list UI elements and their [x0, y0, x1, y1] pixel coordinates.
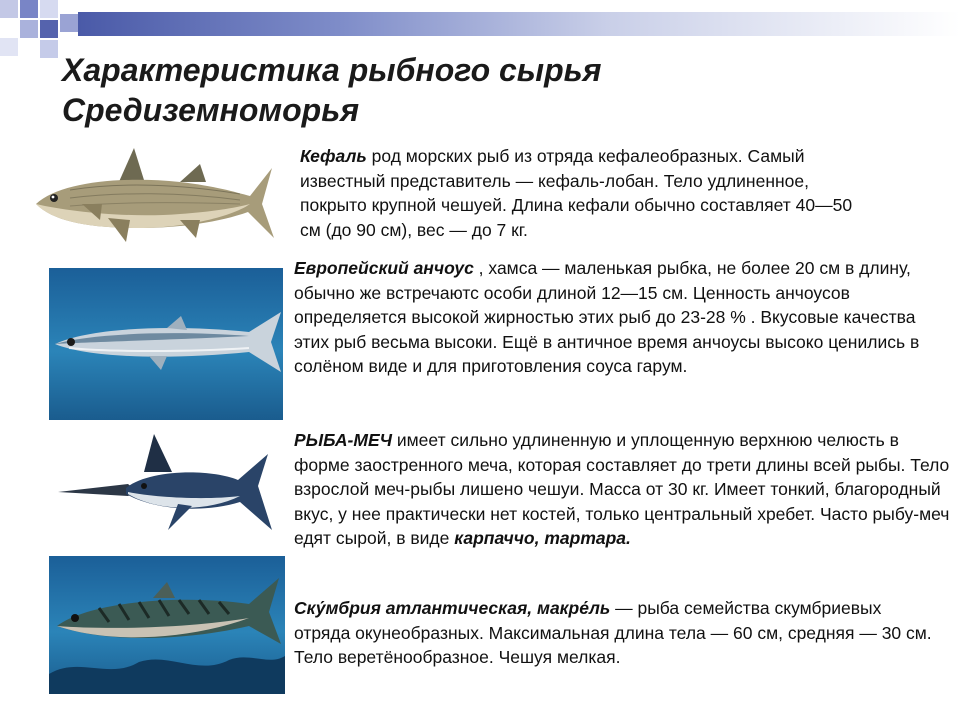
mullet-fish-icon: [30, 142, 274, 244]
mackerel-fish-icon: [49, 556, 285, 694]
mackerel-name: Ску́мбрия атлантическая, макре́ль: [294, 598, 611, 618]
slide-title: [62, 50, 602, 130]
anchovy-text: , хамса — маленькая рыбка, не более 20 см в длину, обычно же встречаютс особи длиной 12—15 см. Ценность анчоусов определяется высокой жирностью этих рыб до 23-28 % . Вкусовые качества этих рыб весьма высоки. Ещё в античное время анчоусы высоко ценились в солёном виде и для приготовления соуса гарум.: [294, 258, 920, 376]
swordfish-name: РЫБА-МЕЧ: [294, 430, 393, 450]
top-accent-bar: [78, 12, 960, 36]
swordfish-emphasis: карпаччо, тартара.: [454, 528, 631, 548]
swordfish-text: имеет сильно удлиненную и уплощенную верхнюю челюсть в форме заостренного меча, которая составляет до трети длины всей рыбы. Тело взрослой меч-рыбы лишено чешуи. Масса от 30 кг. Имеет тонкий, благородный вкус, у нее практически нет костей, только центральный хребет. Часто рыбу-меч едят сырой, в виде: [294, 430, 950, 548]
mackerel-description: [294, 596, 934, 670]
slide-title-line-1: Характеристика рыбного сырья: [62, 52, 602, 88]
swordfish-image: [58, 432, 278, 536]
anchovy-description: [294, 256, 934, 379]
anchovy-name: Европейский анчоус: [294, 258, 474, 278]
slide-title-line-2: Средиземноморья: [62, 92, 360, 128]
mackerel-text: — рыба семейства скумбриевых отряда окунеобразных. Максимальная длина тела — 60 см, средняя — 30 см. Тело веретёнообразное. Чешуя мелкая.: [294, 598, 932, 667]
mullet-description: [300, 144, 870, 242]
mullet-name: Кефаль: [300, 146, 367, 166]
anchovy-fish-icon: [49, 268, 283, 420]
anchovy-image: [49, 268, 283, 420]
swordfish-icon: [58, 432, 278, 536]
mackerel-image: [49, 556, 285, 694]
mullet-text: род морских рыб из отряда кефалеобразных. Самый известный представитель — кефаль-лобан. Тело удлиненное, покрыто крупной чешуей. Длина кефали обычно составляет 40—50 см (до 90 см), вес — до 7 кг.: [300, 146, 853, 240]
swordfish-description: [294, 428, 954, 551]
mullet-image: [30, 142, 274, 244]
